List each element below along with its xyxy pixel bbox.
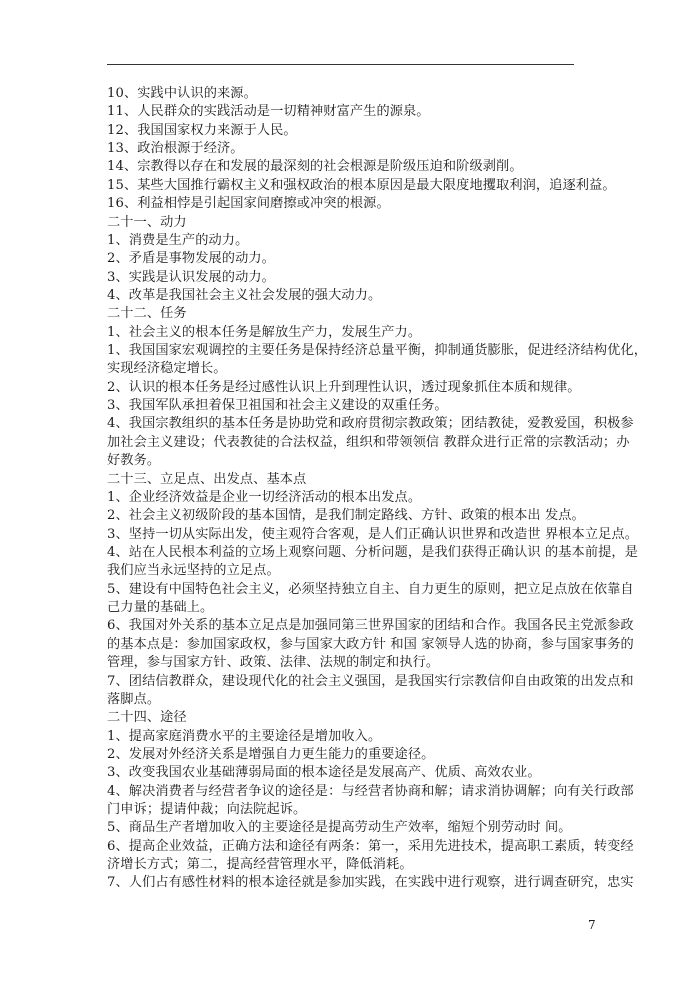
- text-line: 12、我国国家权力来源于人民。: [107, 122, 297, 138]
- text-line: 13、政治根源于经济。: [107, 141, 244, 157]
- text-line: 16、利益相悖是引起国家间磨擦或冲突的根源。: [107, 196, 390, 212]
- text-line: 加社会主义建设；代表教徒的合法权益，组织和带领领信 教群众进行正常的宗教活动；办: [107, 434, 630, 450]
- text-line: 1、我国国家宏观调控的主要任务是保持经济总量平衡，抑制通货膨胀，促进经济结构优化，: [107, 343, 647, 359]
- text-line: 2、认识的根本任务是经过感性认识上升到理性认识，透过现象抓住本质和规律。: [107, 379, 581, 395]
- section-heading: 二十二、任务: [107, 306, 187, 322]
- page-number: 7: [588, 918, 596, 932]
- text-line: 己力量的基础上。: [107, 600, 214, 616]
- text-line: 的基本点是：参加国家政权，参与国家大政方针 和国 家领导人选的协商，参与国家事务的: [107, 636, 634, 652]
- text-line: 好教务。: [107, 453, 161, 469]
- text-line: 门申诉；提请仲裁；向法院起诉。: [107, 802, 307, 818]
- text-line: 管理，参与国家方针、政策、法律、法规的制定和执行。: [107, 655, 440, 671]
- text-line: 落脚点。: [107, 691, 161, 707]
- text-line: 1、提高家庭消费水平的主要途径是增加收入。: [107, 728, 382, 744]
- document-body: [107, 85, 647, 893]
- text-line: 7、团结信教群众，建设现代化的社会主义强国，是我国实行宗教信仰自由政策的出发点和: [107, 673, 634, 689]
- text-line: 5、商品生产者增加收入的主要途径是提高劳动生产效率，缩短个别劳动时 间。: [107, 820, 572, 836]
- text-line: 7、人们占有感性材料的根本途径就是参加实践，在实践中进行观察，进行调查研究，忠实: [107, 875, 634, 891]
- text-line: 3、改变我国农业基础薄弱局面的根本途径是发展高产、优质、高效农业。: [107, 765, 541, 781]
- text-line: 4、解决消费者与经营者争议的途径是：与经营者协商和解；请求消协调解；向有关行政部: [107, 783, 634, 799]
- text-line: 11、人民群众的实践活动是一切精神财富产生的源泉。: [107, 104, 430, 120]
- text-line: 4、站在人民根本利益的立场上观察问题、分析问题，是我们获得正确认识 的基本前提，是: [107, 544, 638, 560]
- text-line: 14、宗教得以存在和发展的最深刻的社会根源是阶级压迫和阶级剥削。: [107, 159, 523, 175]
- text-line: 2、矛盾是事物发展的动力。: [107, 251, 275, 267]
- text-line: 6、我国对外关系的基本立足点是加强同第三世界国家的团结和合作。我国各民主党派参政: [107, 618, 634, 634]
- text-line: 15、某些大国推行霸权主义和强权政治的根本原因是最大限度地攫取利润，追逐利益。: [107, 177, 616, 193]
- text-line: 4、改革是我国社会主义社会发展的强大动力。: [107, 287, 382, 303]
- text-line: 4、我国宗教组织的基本任务是协助党和政府贯彻宗教政策；团结教徒，爱教爱国，积极参: [107, 416, 634, 432]
- text-line: 1、消费是生产的动力。: [107, 232, 249, 248]
- text-line: 1、社会主义的根本任务是解放生产力，发展生产力。: [107, 324, 422, 340]
- text-line: 3、我国军队承担着保卫祖国和社会主义建设的双重任务。: [107, 398, 448, 414]
- section-heading: 二十三、立足点、出发点、基本点: [107, 471, 307, 487]
- text-line: 济增长方式；第二，提高经营管理水平，降低消耗。: [107, 857, 413, 873]
- text-line: 10、实践中认识的来源。: [107, 86, 257, 101]
- text-line: 我们应当永远坚持的立足点。: [107, 563, 280, 579]
- text-line: 2、发展对外经济关系是增强自力更生能力的重要途径。: [107, 746, 435, 762]
- section-heading: 二十四、途径: [107, 710, 187, 726]
- text-line: 3、坚持一切从实际出发，使主观符合客观，是人们正确认识世界和改造世 界根本立足点。: [107, 526, 638, 542]
- text-line: 5、建设有中国特色社会主义，必须坚持独立自主、自力更生的原则，把立足点放在依靠自: [107, 581, 634, 597]
- header-rule: [107, 64, 574, 65]
- text-line: 2、社会主义初级阶段的基本国情，是我们制定路线、方针、政策的根本出 发点。: [107, 508, 585, 524]
- text-line: 1、企业经济效益是企业一切经济活动的根本出发点。: [107, 489, 422, 505]
- section-heading: 二十一、动力: [107, 214, 187, 230]
- text-line: 6、提高企业效益，正确方法和途径有两条：第一，采用先进技术，提高职工素质，转变经: [107, 838, 634, 854]
- text-line: 实现经济稳定增长。: [107, 361, 227, 377]
- text-line: 3、实践是认识发展的动力。: [107, 269, 275, 285]
